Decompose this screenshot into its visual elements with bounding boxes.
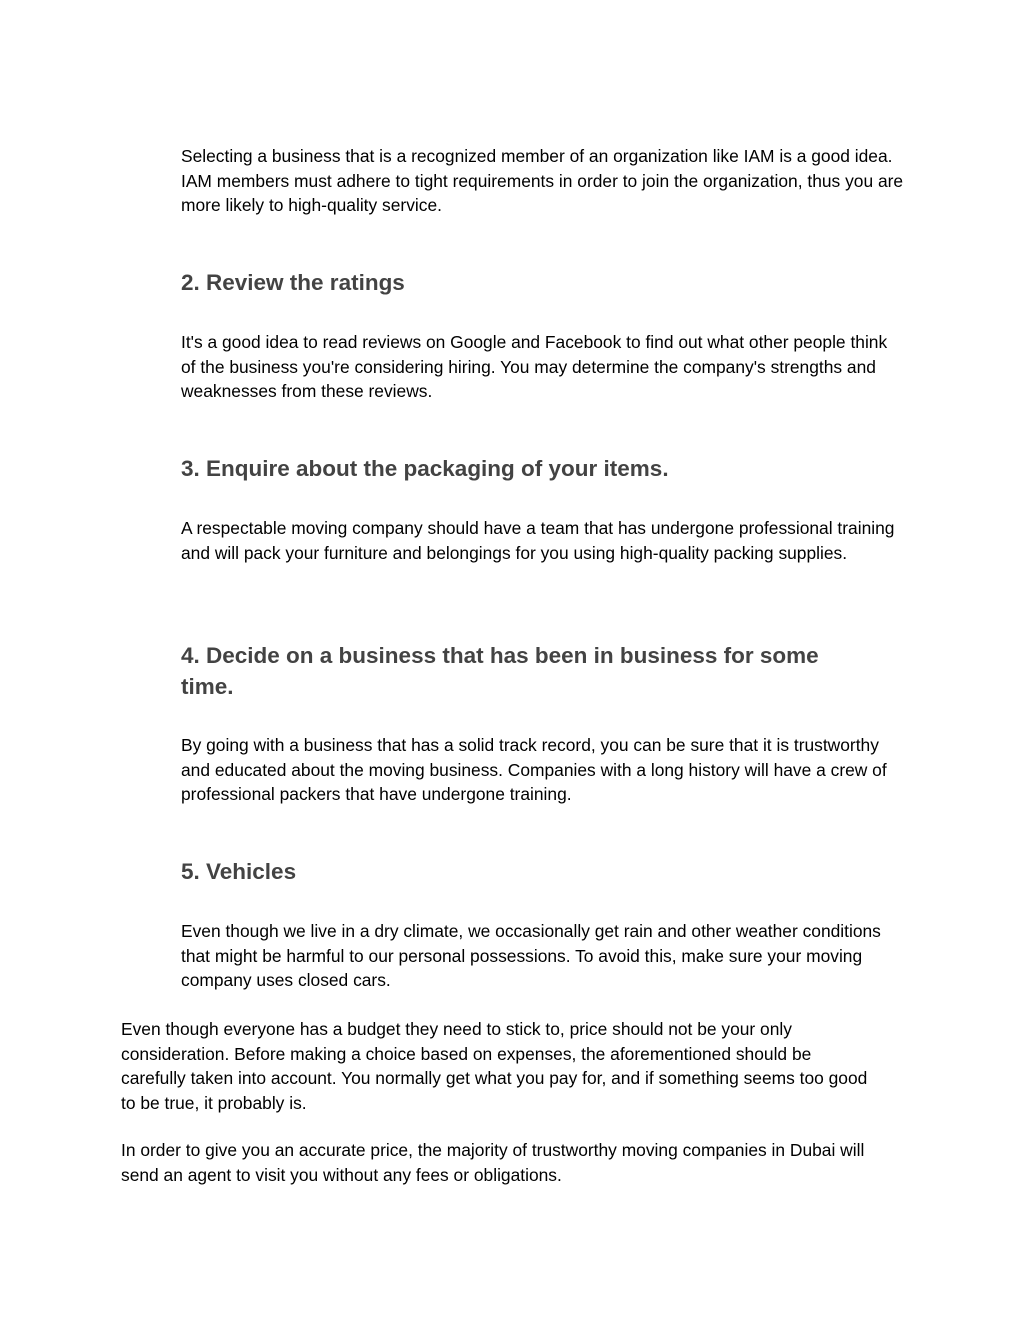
section-body-packaging: A respectable moving company should have a team that has undergone professional training and will pack your furniture and belongings for you using high-quality packing supplies.: [181, 518, 895, 563]
intro-paragraph: Selecting a business that is a recognized member of an organization like IAM is a good idea. IAM members must adhere to tight requirements in order to join the organization, thus you are more likely to high-quality service.: [181, 146, 904, 215]
section-heading-packaging: 3. Enquire about the packaging of your items.: [181, 456, 669, 481]
section-heading-review-ratings: 2. Review the ratings: [181, 270, 405, 295]
closing-paragraph-budget: Even though everyone has a budget they need to stick to, price should not be your only consideration. Before making a choice based on expenses, the aforementioned should be carefully taken into account. You normally get what you pay for, and if something seems too good to be true, it probably is.: [121, 1019, 868, 1113]
section-heading-vehicles: 5. Vehicles: [181, 859, 297, 884]
section-body-vehicles: Even though we live in a dry climate, we occasionally get rain and other weather conditions that might be harmful to our personal possessions. To avoid this, make sure your moving company uses closed cars.: [181, 921, 881, 990]
closing-paragraph-agent: In order to give you an accurate price, the majority of trustworthy moving companies in Dubai will send an agent to visit you without any fees or obligations.: [121, 1140, 865, 1185]
section-body-review-ratings: It's a good idea to read reviews on Google and Facebook to find out what other people think of the business you're considering hiring. You may determine the company's strengths and weaknesses from these reviews.: [181, 332, 888, 401]
section-body-experience: By going with a business that has a solid track record, you can be sure that it is trustworthy and educated about the moving business. Companies with a long history will have a crew of professional packers that have undergone training.: [181, 735, 887, 804]
section-heading-experience: 4. Decide on a business that has been in business for some time.: [181, 643, 819, 699]
